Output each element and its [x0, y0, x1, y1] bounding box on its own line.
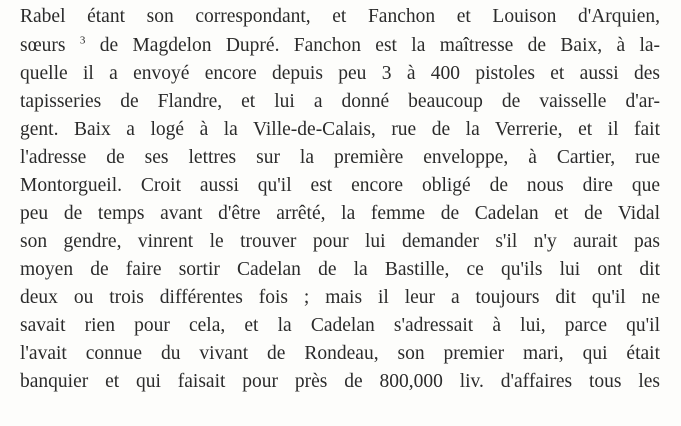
text-line-3: quelle il a envoyé encore depuis peu 3 à 400 pistoles et aussi des	[20, 63, 660, 84]
line-2-text: de Magdelon Dupré. Fanchon est la maîtresse de Baix, à la-	[99, 35, 661, 56]
footnote-marker: 3	[79, 34, 86, 47]
line-2-prefix: sœurs	[20, 35, 66, 56]
text-line-12: savait rien pour cela, et la Cadelan s'adressait à lui, parce qu'il	[20, 315, 660, 336]
text-line-6: l'adresse de ses lettres sur la première enveloppe, à Cartier, rue	[20, 147, 660, 168]
text-line-2	[20, 33, 660, 59]
text-line-8: peu de temps avant d'être arrêté, la femme de Cadelan et de Vidal	[20, 203, 660, 224]
text-line-5: gent. Baix a logé à la Ville-de-Calais, rue de la Verrerie, et il fait	[20, 119, 660, 140]
text-line-1: Rabel étant son correspondant, et Fanchon et Louison d'Arquien,	[20, 6, 660, 27]
text-line-13: l'avait connue du vivant de Rondeau, son premier mari, qui était	[20, 343, 660, 364]
text-line-11: deux ou trois différentes fois ; mais il leur a toujours dit qu'il ne	[20, 287, 660, 308]
text-line-14: banquier et qui faisait pour près de 800,000 liv. d'affaires tous les	[20, 371, 660, 392]
text-line-9: son gendre, vinrent le trouver pour lui demander s'il n'y aurait pas	[20, 231, 660, 252]
text-line-10: moyen de faire sortir Cadelan de la Bastille, ce qu'ils lui ont dit	[20, 259, 660, 280]
text-line-7: Montorgueil. Croit aussi qu'il est encore obligé de nous dire que	[20, 175, 660, 196]
text-line-4: tapisseries de Flandre, et lui a donné beaucoup de vaisselle d'ar-	[20, 91, 660, 112]
